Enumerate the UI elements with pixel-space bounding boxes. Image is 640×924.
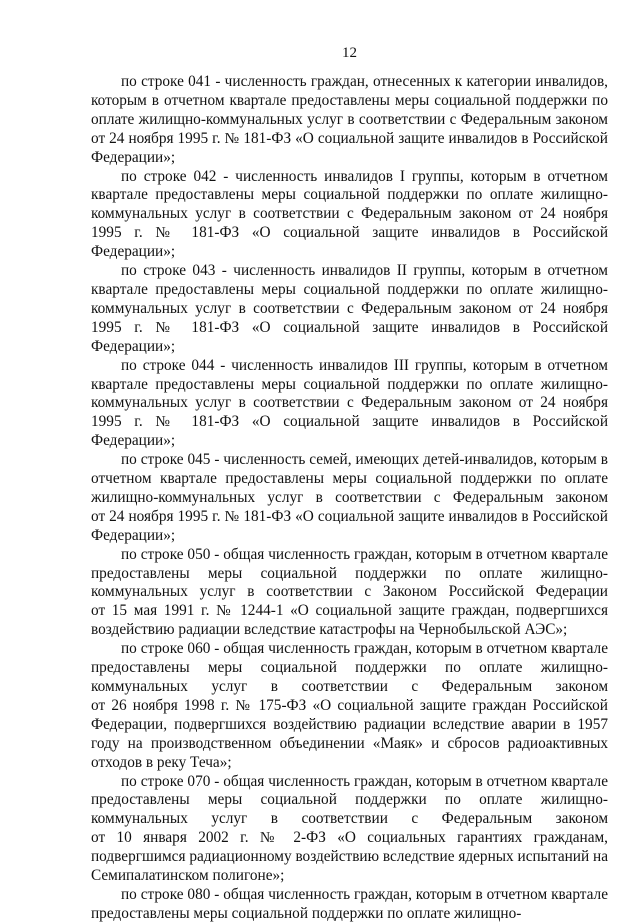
text-line: предоставлены меры социальной поддержки по оплате жилищно- [91, 659, 608, 677]
text-line: Федерации»; [91, 148, 176, 166]
text-line: коммунальных услуг в соответствии с Федеральным законом [91, 810, 608, 828]
text-line: подвергшимся радиационному воздействию вследствие ядерных испытаний на [91, 848, 608, 866]
text-line: коммунальных услуг в соответствии с Законом Российской Федерации [91, 583, 608, 601]
paragraph [91, 451, 608, 546]
text-line: квартале предоставлены меры социальной поддержки по оплате жилищно- [91, 375, 608, 393]
paragraph [91, 168, 608, 263]
text-line: 1995 г. № 181-ФЗ «О социальной защите инвалидов в Российской [91, 413, 608, 431]
text-line: отходов в реку Теча»; [91, 753, 232, 771]
text-line: коммунальных услуг в соответствии с Федеральным законом от 24 ноября [91, 394, 608, 412]
text-line: предоставлены меры социальной поддержки по оплате жилищно- [91, 791, 608, 809]
text-line: от 15 мая 1991 г. № 1244-1 «О социальной защите граждан, подвергшихся [91, 602, 608, 620]
text-line: по строке 060 - общая численность граждан, которым в отчетном квартале [121, 640, 608, 658]
text-line: Федерации, подвергшихся воздействию радиации вследствие аварии в 1957 [91, 715, 608, 733]
document-body [91, 73, 608, 924]
text-line: от 24 ноября 1995 г. № 181-ФЗ «О социальной защите инвалидов в Российской [91, 129, 608, 147]
paragraph [91, 357, 608, 452]
text-line: 1995 г. № 181-ФЗ «О социальной защите инвалидов в Российской [91, 318, 608, 336]
paragraph [91, 773, 608, 886]
paragraph [91, 640, 608, 772]
text-line: по строке 045 - численность семей, имеющих детей-инвалидов, которым в [121, 451, 608, 469]
text-line: по строке 043 - численность инвалидов II группы, которым в отчетном [121, 262, 608, 280]
text-line: по строке 041 - численность граждан, отнесенных к категории инвалидов, [121, 73, 608, 90]
text-line: от 24 ноября 1995 г. № 181-ФЗ «О социальной защите инвалидов в Российской [91, 507, 608, 525]
text-line: Семипалатинском полигоне»; [91, 867, 285, 885]
text-line: 1995 г. № 181-ФЗ «О социальной защите инвалидов в Российской [91, 224, 608, 242]
text-line: предоставлены меры социальной поддержки по оплате жилищно- [91, 564, 608, 582]
text-line: оплате жилищно-коммунальных услуг в соответствии с Федеральным законом [91, 110, 608, 128]
text-line: по строке 070 - общая численность граждан, которым в отчетном квартале [121, 772, 608, 790]
paragraph [91, 262, 608, 357]
text-line: воздействию радиации вследствие катастрофы на Чернобыльской АЭС»; [91, 621, 568, 639]
text-line: Федерации»; [91, 337, 176, 355]
text-line: коммунальных услуг в соответствии с Федеральным законом [91, 678, 608, 695]
text-line: Федерации»; [91, 432, 176, 450]
text-line: Федерации»; [91, 526, 176, 544]
text-line: квартале предоставлены меры социальной поддержки по оплате жилищно- [91, 280, 608, 298]
text-line: по строке 080 - общая численность граждан, которым в отчетном квартале [121, 885, 608, 903]
paragraph [91, 546, 608, 641]
text-line: по строке 042 - численность инвалидов I группы, которым в отчетном [121, 167, 608, 185]
text-line: которым в отчетном квартале предоставлены меры социальной поддержки по [91, 91, 608, 109]
text-line: году на производственном объединении «Маяк» и сбросов радиоактивных [91, 734, 608, 752]
text-line: по строке 044 - численность инвалидов III группы, которым в отчетном [121, 356, 608, 374]
text-line: коммунальных услуг в соответствии с Федеральным законом от 24 ноября [91, 205, 608, 223]
paragraph [91, 73, 608, 168]
text-line: от 26 ноября 1998 г. № 175-ФЗ «О социальной защите граждан Российской [91, 696, 608, 714]
text-line: жилищно-коммунальных услуг в соответствии с Федеральным законом [91, 488, 608, 506]
text-line: коммунальных услуг в соответствии с Федеральным законом от 24 ноября [91, 299, 608, 317]
text-line: по строке 050 - общая численность граждан, которым в отчетном квартале [121, 545, 608, 563]
text-line: Федерации»; [91, 243, 176, 261]
page-number: 12 [342, 45, 357, 61]
text-line: отчетном квартале предоставлены меры социальной поддержки по оплате [91, 470, 608, 488]
text-line: квартале предоставлены меры социальной поддержки по оплате жилищно- [91, 186, 608, 204]
text-line: от 10 января 2002 г. № 2-ФЗ «О социальных гарантиях гражданам, [91, 829, 608, 847]
text-line: предоставлены меры социальной поддержки по оплате жилищно- [91, 904, 522, 922]
